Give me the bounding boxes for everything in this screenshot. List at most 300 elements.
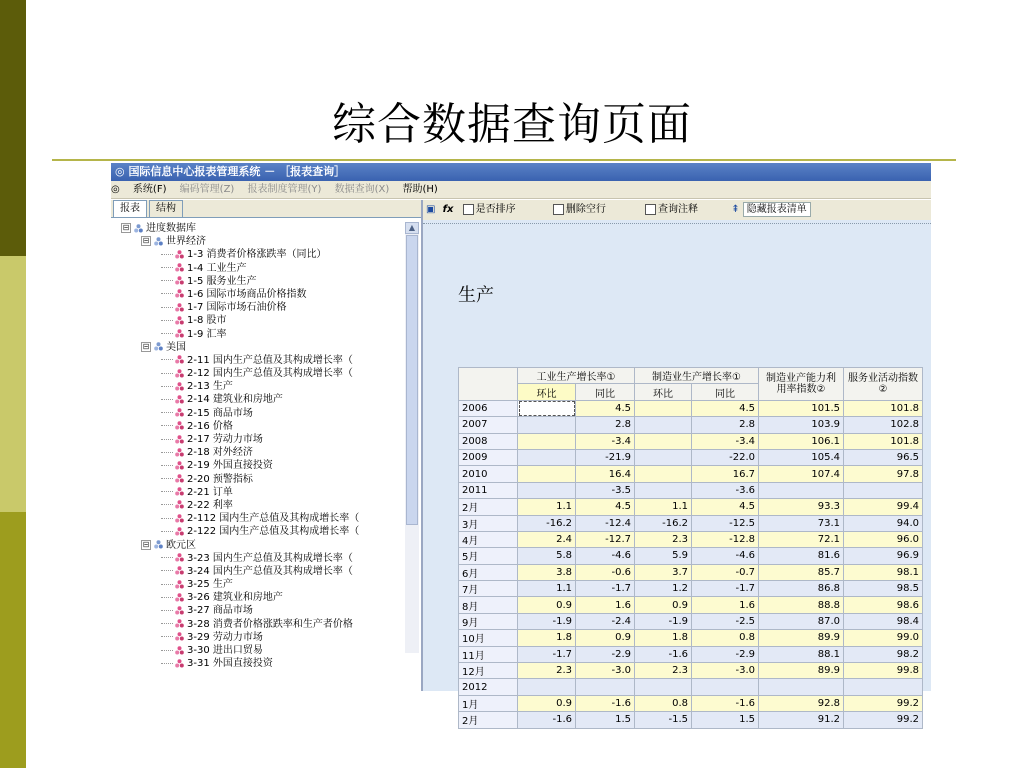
data-cell[interactable]: -16.2: [518, 515, 576, 531]
list-icon: ⇞: [731, 204, 740, 215]
data-cell[interactable]: 2.3: [635, 531, 692, 547]
data-cell[interactable]: -22.0: [692, 449, 759, 465]
menu-item-report-system-management[interactable]: 报表制度管理(Y): [247, 184, 322, 195]
data-cell[interactable]: 16.4: [576, 466, 635, 482]
row-label-cell[interactable]: 4月: [459, 531, 518, 547]
data-cell[interactable]: [518, 433, 576, 449]
report-icon: [175, 395, 184, 404]
data-cell[interactable]: 106.1: [759, 433, 844, 449]
data-cell[interactable]: [635, 433, 692, 449]
data-cell[interactable]: 98.2: [844, 646, 923, 662]
data-cell[interactable]: 1.6: [576, 597, 635, 613]
data-cell[interactable]: -1.5: [635, 712, 692, 728]
tree-connector: [161, 452, 173, 453]
tree-node[interactable]: [111, 512, 405, 525]
tree-connector: [161, 267, 173, 268]
data-cell[interactable]: 96.5: [844, 449, 923, 465]
tree-node[interactable]: [111, 354, 405, 367]
tree-node-label: 3-28 消费者价格涨跌率和生产者价格: [187, 618, 353, 630]
tree-connector: [161, 359, 173, 360]
report-icon: [175, 355, 184, 364]
data-cell[interactable]: 1.2: [635, 581, 692, 597]
tree-connector: [161, 293, 173, 294]
data-cell[interactable]: 4.5: [576, 499, 635, 515]
collapse-icon[interactable]: ⊟: [142, 539, 150, 549]
data-cell[interactable]: -3.0: [692, 663, 759, 679]
row-label-cell[interactable]: 8月: [459, 597, 518, 613]
report-icon: [175, 276, 184, 285]
column-subheader: 环比: [518, 384, 576, 400]
tree-connector: [161, 307, 173, 308]
tree-node[interactable]: [111, 539, 405, 552]
report-icon: [175, 408, 184, 417]
folder-icon: [154, 540, 163, 549]
row-label-cell[interactable]: 3月: [459, 515, 518, 531]
tree-node-label: 1-6 国际市场商品价格指数: [187, 288, 307, 300]
tab-structure[interactable]: 结构: [149, 200, 183, 217]
data-cell[interactable]: 3.8: [518, 564, 576, 580]
tree-node[interactable]: [111, 328, 405, 341]
tree-node[interactable]: [111, 565, 405, 578]
data-cell[interactable]: 91.2: [759, 712, 844, 728]
table-row: [459, 613, 923, 629]
row-label-cell[interactable]: 2月: [459, 712, 518, 728]
data-cell[interactable]: 98.4: [844, 613, 923, 629]
data-cell[interactable]: -2.9: [692, 646, 759, 662]
data-cell[interactable]: 1.1: [635, 499, 692, 515]
tree-node[interactable]: [111, 552, 405, 565]
data-cell[interactable]: 2.3: [518, 663, 576, 679]
data-cell[interactable]: -1.9: [518, 613, 576, 629]
data-cell[interactable]: -16.2: [635, 515, 692, 531]
data-cell[interactable]: [844, 482, 923, 498]
tree-node-label: 3-31 外国直接投资: [187, 658, 273, 670]
tree-node[interactable]: [111, 301, 405, 314]
table-row: [459, 499, 923, 515]
data-cell[interactable]: 4.5: [576, 400, 635, 416]
row-label-cell[interactable]: 2012: [459, 679, 518, 695]
table-row: [459, 630, 923, 646]
row-label-cell[interactable]: 1月: [459, 695, 518, 711]
tree-node[interactable]: [111, 486, 405, 499]
report-icon: [175, 514, 184, 523]
data-cell[interactable]: 0.9: [518, 695, 576, 711]
tree-node[interactable]: [111, 591, 405, 604]
folder-icon: [154, 342, 163, 351]
data-cell[interactable]: [518, 482, 576, 498]
data-cell[interactable]: 97.8: [844, 466, 923, 482]
data-cell[interactable]: -1.6: [692, 695, 759, 711]
data-cell[interactable]: 89.9: [759, 663, 844, 679]
tree-node[interactable]: [111, 604, 405, 617]
menu-item-help[interactable]: 帮助(H): [402, 184, 438, 195]
data-cell[interactable]: 0.8: [635, 695, 692, 711]
data-cell[interactable]: 101.8: [844, 433, 923, 449]
report-icon: [175, 566, 184, 575]
tree-connector: [161, 373, 173, 374]
data-cell[interactable]: 105.4: [759, 449, 844, 465]
data-cell[interactable]: [635, 482, 692, 498]
tree-connector: [161, 425, 173, 426]
data-cell[interactable]: 86.8: [759, 581, 844, 597]
data-cell[interactable]: 81.6: [759, 548, 844, 564]
table-row: [459, 564, 923, 580]
tree-node[interactable]: [111, 618, 405, 631]
data-cell[interactable]: 96.0: [844, 531, 923, 547]
data-cell[interactable]: 93.3: [759, 499, 844, 515]
data-cell[interactable]: 5.9: [635, 548, 692, 564]
tree-connector: [161, 320, 173, 321]
row-label-cell[interactable]: 2011: [459, 482, 518, 498]
tree-node[interactable]: [111, 222, 405, 235]
data-cell[interactable]: 1.1: [518, 499, 576, 515]
window-titlebar: [111, 163, 931, 181]
table-row: [459, 531, 923, 547]
row-label-cell[interactable]: 7月: [459, 581, 518, 597]
data-cell[interactable]: -1.6: [518, 712, 576, 728]
table-row: [459, 515, 923, 531]
title-divider: [52, 159, 956, 161]
tree-scrollbar[interactable]: [405, 222, 419, 653]
data-cell[interactable]: -3.6: [692, 482, 759, 498]
data-cell[interactable]: 72.1: [759, 531, 844, 547]
table-row: [459, 712, 923, 728]
data-cell[interactable]: 99.4: [844, 499, 923, 515]
data-cell[interactable]: [576, 679, 635, 695]
tree-node[interactable]: [111, 248, 405, 261]
row-label-cell[interactable]: 2010: [459, 466, 518, 482]
data-cell[interactable]: -12.5: [692, 515, 759, 531]
row-label-cell[interactable]: 2007: [459, 417, 518, 433]
report-icon: [175, 461, 184, 470]
tree-node[interactable]: [111, 499, 405, 512]
data-cell[interactable]: [635, 400, 692, 416]
tree-node-label: 3-30 进出口贸易: [187, 645, 263, 656]
data-cell[interactable]: 0.8: [692, 630, 759, 646]
tree-node[interactable]: [111, 459, 405, 472]
data-cell[interactable]: 73.1: [759, 515, 844, 531]
tree-node-label: 1-5 服务业生产: [187, 275, 257, 287]
tree-node[interactable]: [111, 525, 405, 538]
data-cell[interactable]: 99.8: [844, 663, 923, 679]
report-icon: [175, 619, 184, 628]
data-cell[interactable]: 1.8: [518, 630, 576, 646]
tree-node[interactable]: [111, 262, 405, 275]
scroll-thumb[interactable]: [406, 235, 418, 525]
delete-empty-rows-checkbox[interactable]: [553, 204, 564, 215]
tree-node[interactable]: [111, 367, 405, 380]
tree-connector: [161, 518, 173, 519]
tree-node-label: 3-27 商品市场: [187, 605, 253, 617]
collapse-icon[interactable]: ⊟: [142, 341, 150, 351]
table-row: [459, 417, 923, 433]
row-label-cell[interactable]: 12月: [459, 663, 518, 679]
data-cell[interactable]: -2.9: [576, 646, 635, 662]
data-cell[interactable]: [518, 449, 576, 465]
data-cell[interactable]: 89.9: [759, 630, 844, 646]
tree-connector: [161, 399, 173, 400]
tree-node[interactable]: [111, 341, 405, 354]
data-cell[interactable]: -1.7: [576, 581, 635, 597]
tree-connector: [161, 531, 173, 532]
data-cell[interactable]: 99.2: [844, 695, 923, 711]
data-cell[interactable]: -12.8: [692, 531, 759, 547]
data-cell[interactable]: [518, 679, 576, 695]
data-table: [458, 367, 923, 729]
data-cell[interactable]: -3.0: [576, 663, 635, 679]
data-cell[interactable]: 5.8: [518, 548, 576, 564]
report-icon: [175, 553, 184, 562]
report-icon: [175, 606, 184, 615]
data-cell[interactable]: -1.7: [518, 646, 576, 662]
data-cell[interactable]: [518, 400, 576, 416]
report-icon: [175, 250, 184, 259]
tree-node-label: 2-17 劳动力市场: [187, 434, 263, 445]
data-cell[interactable]: -4.6: [576, 548, 635, 564]
data-cell[interactable]: -1.7: [692, 581, 759, 597]
data-cell[interactable]: 2.4: [518, 531, 576, 547]
data-cell[interactable]: 102.8: [844, 417, 923, 433]
data-cell[interactable]: [518, 417, 576, 433]
tab-report[interactable]: 报表: [113, 200, 147, 217]
data-cell[interactable]: -1.9: [635, 613, 692, 629]
data-cell[interactable]: -3.4: [576, 433, 635, 449]
report-icon: [175, 316, 184, 325]
row-label-cell[interactable]: 2月: [459, 499, 518, 515]
corner-cell: [459, 368, 518, 401]
tree-node-label: 1-7 国际市场石油价格: [187, 302, 287, 314]
data-cell[interactable]: 88.1: [759, 646, 844, 662]
report-icon: [175, 487, 184, 496]
data-cell[interactable]: 99.2: [844, 712, 923, 728]
tree-node[interactable]: [111, 657, 405, 670]
column-subheader: 同比: [576, 384, 635, 400]
data-cell[interactable]: 1.5: [576, 712, 635, 728]
tree-node[interactable]: [111, 275, 405, 288]
row-label-cell[interactable]: 5月: [459, 548, 518, 564]
row-label-cell[interactable]: 6月: [459, 564, 518, 580]
tree-node[interactable]: [111, 235, 405, 248]
data-cell[interactable]: 92.8: [759, 695, 844, 711]
tree-connector: [161, 636, 173, 637]
data-cell[interactable]: 101.5: [759, 400, 844, 416]
tree-node-label: 3-24 国内生产总值及其构成增长率（: [187, 565, 353, 577]
column-group-header: 工业生产增长率①: [518, 368, 635, 384]
tree-node-label: 3-26 建筑业和房地产: [187, 592, 283, 604]
tree-connector: [161, 584, 173, 585]
tree-connector: [161, 623, 173, 624]
tree-connector: [161, 663, 173, 664]
data-cell[interactable]: [635, 417, 692, 433]
data-cell[interactable]: 94.0: [844, 515, 923, 531]
data-cell[interactable]: 4.5: [692, 499, 759, 515]
report-icon: [175, 448, 184, 457]
hide-report-list-button[interactable]: 隐藏报表清单: [743, 202, 811, 217]
data-cell[interactable]: 16.7: [692, 466, 759, 482]
data-cell[interactable]: 87.0: [759, 613, 844, 629]
tree-node[interactable]: [111, 631, 405, 644]
row-label-cell[interactable]: 2008: [459, 433, 518, 449]
data-cell[interactable]: 0.9: [576, 630, 635, 646]
column-header: 制造业产能力利用率指数②: [759, 368, 844, 401]
data-cell[interactable]: 4.5: [692, 400, 759, 416]
row-label-cell[interactable]: 9月: [459, 613, 518, 629]
row-label-cell[interactable]: 11月: [459, 646, 518, 662]
menu-item-system[interactable]: 系统(F): [132, 184, 167, 195]
report-icon: [175, 289, 184, 298]
data-cell[interactable]: [635, 466, 692, 482]
data-cell[interactable]: 96.9: [844, 548, 923, 564]
tree-node-label: 2-19 外国直接投资: [187, 460, 273, 472]
data-cell[interactable]: [759, 482, 844, 498]
data-cell[interactable]: 1.8: [635, 630, 692, 646]
menu-bar: [111, 181, 931, 199]
tree-node-label: 3-29 劳动力市场: [187, 631, 263, 643]
tree-connector: [161, 570, 173, 571]
tree-node[interactable]: [111, 578, 405, 591]
tree-node-label: 1-8 股市: [187, 315, 227, 327]
table-row: [459, 449, 923, 465]
menu-icon: ◎: [111, 184, 120, 195]
tree-node-label: 1-4 工业生产: [187, 262, 247, 274]
tree-node-label: 2-21 订单: [187, 486, 233, 498]
menu-item-code-management[interactable]: 编码管理(Z): [179, 184, 235, 195]
table-row: [459, 433, 923, 449]
report-tree: [111, 222, 405, 692]
data-cell[interactable]: -12.4: [576, 515, 635, 531]
data-cell[interactable]: -3.4: [692, 433, 759, 449]
data-cell[interactable]: 1.5: [692, 712, 759, 728]
data-cell[interactable]: -3.5: [576, 482, 635, 498]
data-cell[interactable]: 1.1: [518, 581, 576, 597]
tree-node-label: 2-16 价格: [187, 420, 233, 432]
tree-node[interactable]: [111, 420, 405, 433]
tree-node-label: 2-11 国内生产总值及其构成增长率（: [187, 354, 353, 366]
data-cell[interactable]: 0.9: [518, 597, 576, 613]
data-cell[interactable]: 98.6: [844, 597, 923, 613]
table-row: [459, 646, 923, 662]
data-cell[interactable]: -2.5: [692, 613, 759, 629]
data-cell[interactable]: -4.6: [692, 548, 759, 564]
tree-node[interactable]: [111, 393, 405, 406]
data-cell[interactable]: [635, 679, 692, 695]
report-icon: [175, 580, 184, 589]
tree-node[interactable]: [111, 433, 405, 446]
report-view-panel: [423, 200, 931, 728]
data-cell[interactable]: [844, 679, 923, 695]
tree-connector: [161, 610, 173, 611]
sort-checkbox[interactable]: [463, 204, 474, 215]
table-row: [459, 581, 923, 597]
tree-node-label: 2-122 国内生产总值及其构成增长率（: [187, 526, 360, 538]
tree-node[interactable]: [111, 446, 405, 459]
collapse-icon[interactable]: ⊟: [122, 223, 130, 232]
app-window: [111, 163, 931, 728]
data-cell[interactable]: -21.9: [576, 449, 635, 465]
data-cell[interactable]: 98.1: [844, 564, 923, 580]
tree-connector: [161, 597, 173, 598]
tree-connector: [161, 557, 173, 558]
sheet-title: 生产: [458, 285, 494, 306]
tree-node-label: 2-13 生产: [187, 381, 233, 393]
tree-connector: [161, 412, 173, 413]
data-cell[interactable]: 1.6: [692, 597, 759, 613]
data-cell[interactable]: 2.8: [692, 417, 759, 433]
column-subheader: 同比: [692, 384, 759, 400]
tree-node-label: 世界经济: [166, 236, 206, 248]
tree-node[interactable]: [111, 473, 405, 486]
column-header: 服务业活动指数②: [844, 368, 923, 401]
report-icon: [175, 263, 184, 272]
tree-node[interactable]: [111, 644, 405, 657]
data-cell[interactable]: 103.9: [759, 417, 844, 433]
data-cell[interactable]: [518, 466, 576, 482]
tree-node-label: 2-15 商品市场: [187, 407, 253, 419]
data-cell[interactable]: [759, 679, 844, 695]
data-cell[interactable]: 3.7: [635, 564, 692, 580]
data-cell[interactable]: 0.9: [635, 597, 692, 613]
data-cell[interactable]: -12.7: [576, 531, 635, 547]
tree-node[interactable]: [111, 288, 405, 301]
tree-connector: [161, 333, 173, 334]
tree-node[interactable]: [111, 380, 405, 393]
data-cell[interactable]: [635, 449, 692, 465]
folder-icon: [134, 224, 143, 233]
data-cell[interactable]: -2.4: [576, 613, 635, 629]
row-label-cell[interactable]: 2009: [459, 449, 518, 465]
report-icon: [175, 632, 184, 641]
tree-node-label: 2-12 国内生产总值及其构成增长率（: [187, 368, 353, 380]
row-label-cell[interactable]: 2006: [459, 400, 518, 416]
data-cell[interactable]: -1.6: [576, 695, 635, 711]
report-icon: [175, 527, 184, 536]
data-cell[interactable]: [692, 679, 759, 695]
table-row: [459, 400, 923, 416]
data-cell[interactable]: 2.8: [576, 417, 635, 433]
tree-connector: [161, 439, 173, 440]
delete-empty-rows-label: 删除空行: [565, 204, 606, 215]
tree-node-label: 2-22 利率: [187, 499, 233, 511]
fx-button[interactable]: fx: [442, 204, 454, 215]
table-row: [459, 663, 923, 679]
tree-connector: [161, 254, 173, 255]
tree-node[interactable]: [111, 407, 405, 420]
query-notes-checkbox[interactable]: [645, 204, 656, 215]
app-icon: ◎: [115, 165, 129, 178]
row-label-cell[interactable]: 10月: [459, 630, 518, 646]
data-cell[interactable]: -0.6: [576, 564, 635, 580]
data-cell[interactable]: 98.5: [844, 581, 923, 597]
menu-item-data-query[interactable]: 数据查询(X): [334, 184, 390, 195]
report-icon: [175, 435, 184, 444]
data-cell[interactable]: -0.7: [692, 564, 759, 580]
data-cell[interactable]: 101.8: [844, 400, 923, 416]
data-cell[interactable]: 107.4: [759, 466, 844, 482]
tree-node-label: 进度数据库: [146, 223, 196, 234]
tree-node[interactable]: [111, 314, 405, 327]
data-cell[interactable]: -1.6: [635, 646, 692, 662]
report-icon: [175, 646, 184, 655]
tree-node-label: 2-20 预警指标: [187, 473, 253, 485]
report-icon: [175, 593, 184, 602]
save-icon[interactable]: ▣: [426, 204, 436, 215]
data-cell[interactable]: 2.3: [635, 663, 692, 679]
data-cell[interactable]: 88.8: [759, 597, 844, 613]
collapse-icon[interactable]: ⊟: [142, 236, 150, 246]
scroll-up-icon[interactable]: ▲: [405, 222, 419, 234]
data-cell[interactable]: 99.0: [844, 630, 923, 646]
data-cell[interactable]: 85.7: [759, 564, 844, 580]
